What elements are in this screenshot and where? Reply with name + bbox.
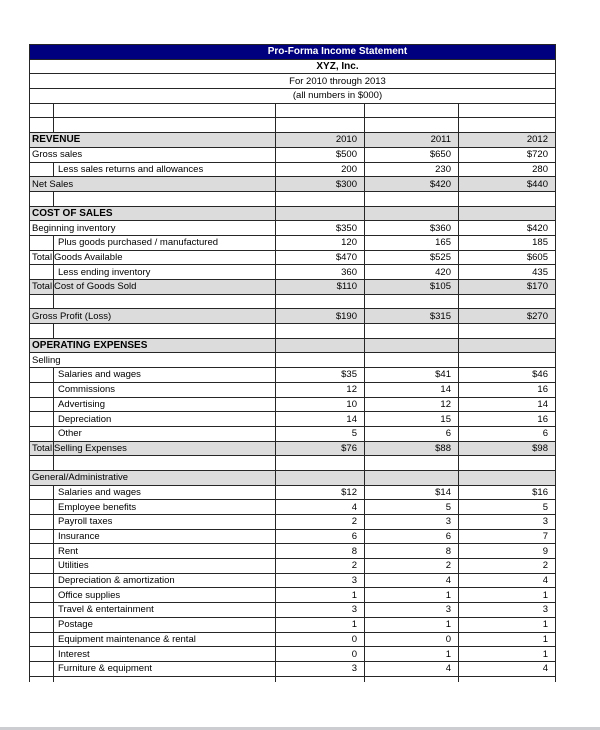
row-prefix-cell [30,118,54,132]
cell-value [276,104,365,118]
table-row [30,588,555,603]
cell-value: 12 [365,398,459,412]
row-label: Employee benefits [54,500,276,514]
cell-value: $360 [365,221,459,235]
cell-value: $470 [276,251,365,265]
table-row [30,662,555,677]
row-label: Rent [54,544,276,558]
row-prefix-cell [30,662,54,676]
cell-value: 1 [542,589,548,601]
row-label: Equipment maintenance & rental [54,633,276,647]
row-total-prefix: Total [32,442,53,454]
cell-value [459,471,555,485]
units-note-row [30,89,555,104]
cell-value [365,677,459,682]
table-row [30,486,555,501]
cell-value: 3 [365,515,459,529]
cell-value: 4 [542,575,548,587]
row-label: Other [54,427,276,441]
row-label: COST OF SALES [30,207,276,221]
row-prefix-cell [30,265,54,279]
income-statement-table [29,44,556,682]
cell-value [459,295,555,309]
cell-value: 420 [365,265,459,279]
cell-value [365,471,459,485]
cell-value: 2 [365,559,459,573]
cell-value: 5 [542,501,548,513]
row-label: Furniture & equipment [54,662,276,676]
cell-value: 7 [542,531,548,543]
row-label: OPERATING EXPENSES [30,339,276,353]
row-total-prefix: Total [32,281,53,293]
cell-value [459,353,555,367]
cell-value: 280 [532,163,548,175]
cell-value [365,456,459,470]
cell-value: 6 [542,428,548,440]
row-label: Utilities [54,559,276,573]
cell-value: $16 [532,486,548,498]
cell-value: 0 [365,633,459,647]
table-row [30,633,555,648]
row-label: Commissions [54,383,276,397]
cell-value: 0 [276,633,365,647]
row-label: Office supplies [54,588,276,602]
cell-value [459,104,555,118]
table-row [30,618,555,633]
row-label: Selling [30,353,276,367]
row-label: Salaries and wages [54,486,276,500]
empty-row [30,295,555,310]
table-row [30,515,555,530]
cell-value: $12 [276,486,365,500]
row-prefix-cell [30,412,54,426]
row-label: Net Sales [30,177,276,191]
row-label-cell [54,456,276,470]
cell-value: $720 [526,149,548,161]
cell-value: 3 [276,603,365,617]
row-label: Less sales returns and allowances [54,163,276,177]
cell-value: 3 [542,604,548,616]
row-prefix-cell [30,677,54,682]
cell-value: $315 [365,309,459,323]
row-label: Cost of Goods Sold [54,280,276,294]
table-row [30,603,555,618]
row-prefix-cell [30,295,54,309]
row-prefix-cell [30,456,54,470]
row-label-cell [54,677,276,682]
row-label-cell [54,324,276,338]
table-row [30,207,555,222]
cell-value [459,456,555,470]
cell-value: 6 [365,427,459,441]
cell-value [459,118,555,132]
cell-value [276,207,365,221]
table-row [30,353,555,368]
table-title-bar [30,45,555,60]
table-row [30,647,555,662]
cell-value: 435 [532,266,548,278]
table-row [30,148,555,163]
cell-value [276,339,365,353]
cell-value: 8 [365,544,459,558]
table-row [30,544,555,559]
cell-value: 5 [365,500,459,514]
cell-value: 1 [365,647,459,661]
cell-value: 9 [542,545,548,557]
row-label: Postage [54,618,276,632]
row-label: Depreciation & amortization [54,574,276,588]
cell-value: 1 [365,618,459,632]
cell-value: $98 [532,442,548,454]
cell-value [365,118,459,132]
row-label: Plus goods purchased / manufactured [54,236,276,250]
cell-value: 1 [542,648,548,660]
row-label-cell [54,118,276,132]
table-row [30,251,555,266]
row-total-prefix: Total [32,251,53,263]
cell-value: 10 [276,398,365,412]
empty-row [30,324,555,339]
row-prefix-cell [30,368,54,382]
cell-value [276,324,365,338]
table-row [30,177,555,192]
table-row [30,427,555,442]
row-prefix-cell [30,486,54,500]
units-note: (all numbers in $000) [292,90,383,102]
row-prefix-cell [30,559,54,573]
cell-value: 2011 [365,133,459,147]
cell-value: $350 [276,221,365,235]
row-prefix-cell [30,588,54,602]
cell-value [276,118,365,132]
table-row [30,163,555,178]
table-row [30,574,555,589]
cell-value: 15 [365,412,459,426]
row-prefix-cell [30,544,54,558]
row-prefix-cell [30,618,54,632]
cell-value: 2 [542,560,548,572]
cell-value: 8 [276,544,365,558]
table-body [30,104,555,682]
row-prefix-cell [30,574,54,588]
row-prefix-cell [30,236,54,250]
table-row [30,530,555,545]
table-row [30,265,555,280]
cell-value [276,456,365,470]
cell-value: 3 [276,574,365,588]
cell-value: 6 [365,530,459,544]
cell-value: 14 [365,383,459,397]
row-label: Insurance [54,530,276,544]
row-prefix-cell [30,633,54,647]
row-label: Gross Profit (Loss) [30,309,276,323]
cell-value: 12 [276,383,365,397]
cell-value [459,324,555,338]
cell-value: 5 [276,427,365,441]
cell-value [276,192,365,206]
row-prefix-cell [30,324,54,338]
row-prefix-cell [30,163,54,177]
cell-value: 1 [276,588,365,602]
table-row [30,471,555,486]
cell-value [276,295,365,309]
cell-value: $46 [532,369,548,381]
cell-value [276,677,365,682]
row-label: Goods Available [54,251,276,265]
cell-value: $35 [276,368,365,382]
table-row [30,133,555,148]
cell-value: $76 [276,442,365,456]
cell-value: 14 [276,412,365,426]
row-label: Selling Expenses [54,442,276,456]
cell-value [365,192,459,206]
cell-value [459,207,555,221]
cell-value: 1 [542,619,548,631]
cell-value: $41 [365,368,459,382]
cell-value: 2 [276,515,365,529]
cell-value: 1 [276,618,365,632]
cell-value: $650 [365,148,459,162]
cell-value [365,207,459,221]
row-prefix-cell [30,530,54,544]
cell-value [276,353,365,367]
cell-value: 4 [365,662,459,676]
row-prefix-cell [30,500,54,514]
cell-value: $605 [526,251,548,263]
cell-value: $420 [365,177,459,191]
table-row [30,559,555,574]
cell-value: 4 [365,574,459,588]
cell-value [365,353,459,367]
row-prefix-cell [30,515,54,529]
cell-value: $270 [526,310,548,322]
cell-value: $190 [276,309,365,323]
row-label-cell [54,295,276,309]
cell-value: $440 [526,178,548,190]
cell-value [276,471,365,485]
row-label: Gross sales [30,148,276,162]
table-row [30,383,555,398]
company-name-row [30,60,555,75]
row-prefix-cell [30,398,54,412]
cell-value: 3 [542,516,548,528]
cell-value: $500 [276,148,365,162]
row-prefix-cell [30,647,54,661]
row-prefix-cell [30,104,54,118]
cell-value: 1 [542,633,548,645]
period-text: For 2010 through 2013 [289,75,386,87]
table-row [30,368,555,383]
cell-value: $105 [365,280,459,294]
table-row [30,309,555,324]
table-row [30,500,555,515]
cell-value: $300 [276,177,365,191]
row-label: Salaries and wages [54,368,276,382]
table-row [30,442,555,457]
row-prefix-cell [30,427,54,441]
cell-value: 6 [276,530,365,544]
row-label: Depreciation [54,412,276,426]
cell-value: $14 [365,486,459,500]
empty-row [30,456,555,471]
row-label: Advertising [54,398,276,412]
cell-value [459,339,555,353]
empty-row [30,118,555,133]
cell-value: 120 [276,236,365,250]
period-row [30,74,555,89]
table-row [30,236,555,251]
cell-value: 2010 [276,133,365,147]
company-name: XYZ, Inc. [316,61,359,73]
row-label: Less ending inventory [54,265,276,279]
cell-value: 4 [542,663,548,675]
cell-value: $420 [526,222,548,234]
cell-value: 2012 [526,134,548,146]
cell-value [459,192,555,206]
row-label: REVENUE [30,133,276,147]
cell-value [365,339,459,353]
empty-row [30,192,555,207]
table-row [30,221,555,236]
cell-value [459,677,555,682]
row-prefix-cell [30,603,54,617]
cell-value: 200 [276,163,365,177]
cell-value: $170 [526,281,548,293]
table-title: Pro-Forma Income Statement [267,46,408,58]
cell-value: $88 [365,442,459,456]
row-label: General/Administrative [30,471,276,485]
cell-value: $110 [276,280,365,294]
row-prefix-cell [30,383,54,397]
cell-value: 3 [276,662,365,676]
table-row [30,398,555,413]
row-label: Beginning inventory [30,221,276,235]
cell-value [365,295,459,309]
cell-value: 1 [365,588,459,602]
cell-value: 0 [276,647,365,661]
cell-value: 185 [532,237,548,249]
cell-value: 16 [537,384,548,396]
table-row [30,412,555,427]
cell-value: 230 [365,163,459,177]
cell-value [365,104,459,118]
cell-value: 14 [537,398,548,410]
cell-value: 2 [276,559,365,573]
row-label: Interest [54,647,276,661]
table-row [30,280,555,295]
row-label-cell [54,104,276,118]
cell-value: 16 [537,413,548,425]
row-label: Payroll taxes [54,515,276,529]
cell-value: $525 [365,251,459,265]
row-label-cell [54,192,276,206]
cell-value: 3 [365,603,459,617]
empty-row [30,104,555,119]
cell-value: 360 [276,265,365,279]
cell-value [365,324,459,338]
table-row [30,339,555,354]
row-label: Travel & entertainment [54,603,276,617]
cell-value: 4 [276,500,365,514]
cell-value: 165 [365,236,459,250]
row-prefix-cell [30,192,54,206]
partial-row [30,677,555,682]
